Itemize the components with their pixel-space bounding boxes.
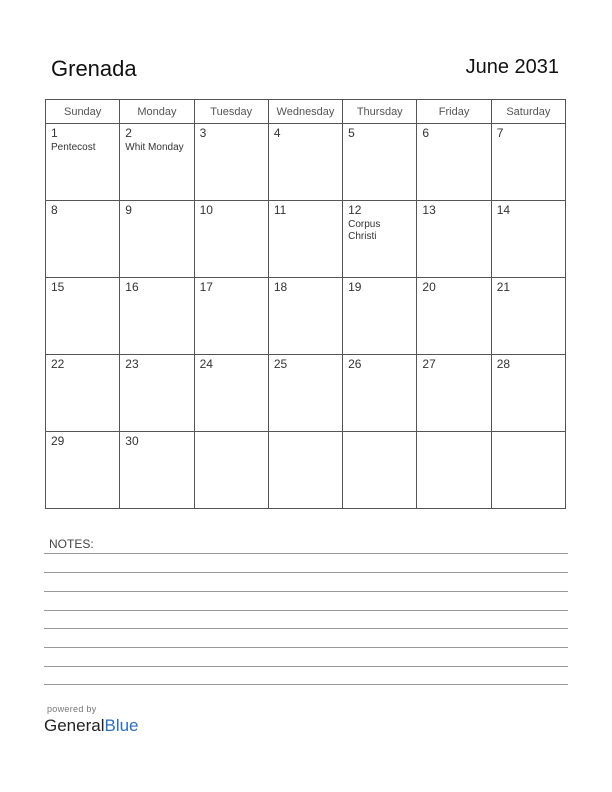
powered-by-text: powered by bbox=[47, 704, 97, 714]
day-cell bbox=[343, 278, 417, 355]
day-cell bbox=[268, 201, 342, 278]
day-number: 27 bbox=[422, 357, 436, 371]
day-number: 22 bbox=[51, 357, 65, 371]
country-title: Grenada bbox=[51, 56, 137, 81]
day-cell bbox=[491, 432, 565, 509]
day-cell bbox=[194, 201, 268, 278]
weekday-header: Sunday bbox=[46, 100, 120, 124]
day-number: 8 bbox=[51, 203, 58, 217]
weekday-header: Friday bbox=[417, 100, 491, 124]
day-cell bbox=[417, 355, 491, 432]
month-title: June 2031 bbox=[465, 56, 559, 78]
day-cell bbox=[46, 124, 120, 201]
day-number: 10 bbox=[199, 203, 213, 217]
holiday-label: Pentecost bbox=[51, 142, 96, 153]
day-cell bbox=[194, 278, 268, 355]
day-cell bbox=[194, 355, 268, 432]
note-line bbox=[44, 647, 568, 648]
day-number: 4 bbox=[273, 126, 281, 140]
day-cell bbox=[417, 201, 491, 278]
week-row bbox=[46, 124, 566, 201]
day-number: 13 bbox=[422, 203, 436, 217]
day-cell bbox=[268, 278, 342, 355]
note-line bbox=[44, 666, 568, 667]
day-number: 14 bbox=[496, 203, 511, 217]
day-number: 21 bbox=[496, 280, 511, 294]
holiday-label: Corpus Christi bbox=[348, 219, 381, 242]
note-line bbox=[44, 572, 568, 573]
weekday-header-row bbox=[46, 100, 566, 124]
note-line bbox=[44, 591, 568, 592]
day-number: 28 bbox=[496, 357, 511, 371]
weekday-header: Tuesday bbox=[194, 100, 268, 124]
day-cell bbox=[46, 278, 120, 355]
day-cell bbox=[343, 124, 417, 201]
day-cell bbox=[120, 355, 194, 432]
day-number: 9 bbox=[125, 203, 132, 217]
weekday-header: Saturday bbox=[491, 100, 565, 124]
day-number: 15 bbox=[51, 280, 65, 294]
week-row bbox=[46, 201, 566, 278]
day-number: 5 bbox=[348, 126, 355, 140]
generalblue-logo bbox=[44, 716, 139, 736]
day-cell bbox=[46, 355, 120, 432]
day-cell bbox=[268, 432, 342, 509]
day-number: 12 bbox=[348, 203, 362, 217]
day-number: 16 bbox=[125, 280, 139, 294]
day-cell bbox=[343, 432, 417, 509]
day-cell bbox=[194, 124, 268, 201]
day-cell bbox=[343, 355, 417, 432]
note-line bbox=[44, 684, 568, 685]
weekday-header: Wednesday bbox=[268, 100, 342, 124]
day-number: 2 bbox=[125, 126, 132, 140]
note-line bbox=[44, 628, 568, 629]
day-number: 1 bbox=[51, 126, 58, 140]
logo-blue-text: Blue bbox=[104, 716, 139, 735]
note-line bbox=[44, 553, 568, 554]
day-number: 7 bbox=[496, 126, 504, 140]
day-number: 29 bbox=[51, 434, 65, 448]
week-row bbox=[46, 355, 566, 432]
note-line bbox=[44, 610, 568, 611]
week-row bbox=[46, 432, 566, 509]
day-number: 6 bbox=[422, 126, 430, 140]
day-cell bbox=[268, 124, 342, 201]
calendar-grid bbox=[45, 99, 566, 509]
week-row bbox=[46, 278, 566, 355]
day-number: 24 bbox=[199, 357, 213, 371]
day-cell bbox=[417, 278, 491, 355]
day-number: 19 bbox=[348, 280, 362, 294]
day-cell bbox=[268, 355, 342, 432]
day-number: 11 bbox=[273, 203, 287, 217]
day-cell bbox=[120, 432, 194, 509]
logo-general-text: General bbox=[44, 716, 105, 735]
weekday-header: Monday bbox=[120, 100, 194, 124]
day-cell bbox=[417, 124, 491, 201]
day-cell bbox=[120, 201, 194, 278]
weekday-header: Thursday bbox=[343, 100, 417, 124]
day-number: 30 bbox=[125, 434, 139, 448]
day-number: 25 bbox=[273, 357, 288, 371]
day-cell bbox=[46, 201, 120, 278]
day-cell bbox=[417, 432, 491, 509]
day-cell bbox=[491, 278, 565, 355]
day-number: 3 bbox=[199, 126, 207, 140]
day-cell bbox=[194, 432, 268, 509]
notes-label: NOTES: bbox=[49, 537, 94, 551]
day-number: 18 bbox=[273, 280, 288, 294]
day-number: 20 bbox=[422, 280, 436, 294]
day-cell bbox=[120, 278, 194, 355]
day-number: 17 bbox=[199, 280, 213, 294]
day-number: 23 bbox=[125, 357, 139, 371]
day-cell bbox=[120, 124, 194, 201]
holiday-label: Whit Monday bbox=[125, 142, 184, 153]
day-number: 26 bbox=[348, 357, 362, 371]
day-cell bbox=[491, 355, 565, 432]
day-cell bbox=[491, 201, 565, 278]
day-cell bbox=[491, 124, 565, 201]
day-cell bbox=[46, 432, 120, 509]
day-cell bbox=[343, 201, 417, 278]
